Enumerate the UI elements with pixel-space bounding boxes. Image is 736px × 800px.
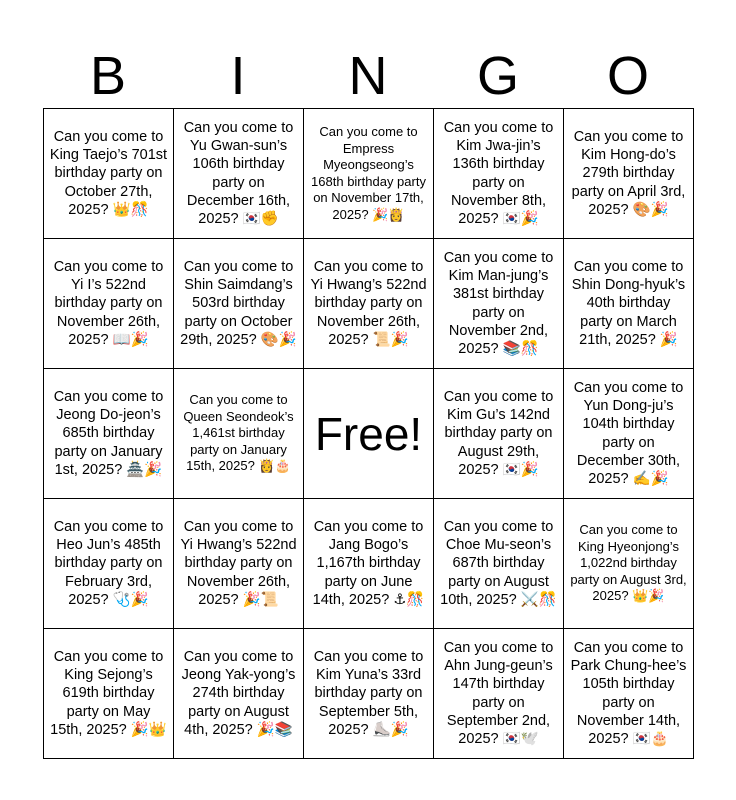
bingo-cell[interactable]: Can you come to King Taejo’s 701st birthday party on October 27th, 2025? 👑🎊 <box>44 109 174 239</box>
bingo-cell[interactable]: Can you come to Park Chung-hee’s 105th birthday party on November 14th, 2025? 🇰🇷🎂 <box>564 629 694 759</box>
bingo-cell[interactable]: Can you come to Yi Hwang’s 522nd birthday party on November 26th, 2025? 📜🎉 <box>304 239 434 369</box>
bingo-cell[interactable]: Can you come to Empress Myeongseong’s 168th birthday party on November 17th, 2025? 🎉👸 <box>304 109 434 239</box>
header-letter-i: I <box>230 46 246 106</box>
bingo-cell[interactable]: Can you come to King Sejong’s 619th birthday party on May 15th, 2025? 🎉👑 <box>44 629 174 759</box>
bingo-cell[interactable]: Can you come to Kim Hong-do’s 279th birthday party on April 3rd, 2025? 🎨🎉 <box>564 109 694 239</box>
header-letter-n: N <box>348 46 388 106</box>
bingo-cell[interactable]: Can you come to Shin Dong-hyuk’s 40th birthday party on March 21th, 2025? 🎉 <box>564 239 694 369</box>
bingo-board <box>43 108 694 759</box>
board-row <box>44 239 694 369</box>
bingo-cell[interactable]: Can you come to King Hyeonjong’s 1,022nd birthday party on August 3rd, 2025? 👑🎉 <box>564 499 694 629</box>
bingo-cell[interactable]: Can you come to Yu Gwan-sun’s 106th birthday party on December 16th, 2025? 🇰🇷✊ <box>174 109 304 239</box>
bingo-cell[interactable]: Can you come to Kim Yuna’s 33rd birthday party on September 5th, 2025? ⛸️🎉 <box>304 629 434 759</box>
bingo-cell[interactable]: Can you come to Shin Saimdang’s 503rd birthday party on October 29th, 2025? 🎨🎉 <box>174 239 304 369</box>
board-row <box>44 109 694 239</box>
bingo-cell[interactable]: Can you come to Jang Bogo’s 1,167th birthday party on June 14th, 2025? ⚓🎊 <box>304 499 434 629</box>
bingo-cell[interactable]: Can you come to Jeong Do-jeon’s 685th birthday party on January 1st, 2025? 🏯🎉 <box>44 369 174 499</box>
board-row <box>44 499 694 629</box>
bingo-cell[interactable]: Can you come to Yi I’s 522nd birthday party on November 26th, 2025? 📖🎉 <box>44 239 174 369</box>
bingo-cell[interactable]: Can you come to Yi Hwang’s 522nd birthday party on November 26th, 2025? 🎉📜 <box>174 499 304 629</box>
bingo-cell[interactable]: Can you come to Choe Mu-seon’s 687th birthday party on August 10th, 2025? ⚔️🎊 <box>434 499 564 629</box>
board-row <box>44 629 694 759</box>
bingo-cell[interactable]: Can you come to Kim Gu’s 142nd birthday party on August 29th, 2025? 🇰🇷🎉 <box>434 369 564 499</box>
bingo-cell[interactable]: Can you come to Yun Dong-ju’s 104th birthday party on December 30th, 2025? ✍️🎉 <box>564 369 694 499</box>
board-row <box>44 369 694 499</box>
bingo-cell[interactable]: Can you come to Kim Man-jung’s 381st birthday party on November 2nd, 2025? 📚🎊 <box>434 239 564 369</box>
bingo-cell[interactable]: Can you come to Queen Seondeok’s 1,461st birthday party on January 15th, 2025? 👸🎂 <box>174 369 304 499</box>
bingo-cell[interactable]: Can you come to Kim Jwa-jin’s 136th birthday party on November 8th, 2025? 🇰🇷🎉 <box>434 109 564 239</box>
header-letter-o: O <box>606 46 649 106</box>
header-letter-b: B <box>89 46 127 106</box>
bingo-cell[interactable]: Can you come to Ahn Jung-geun’s 147th birthday party on September 2nd, 2025? 🇰🇷🕊️ <box>434 629 564 759</box>
bingo-cell[interactable]: Can you come to Heo Jun’s 485th birthday party on February 3rd, 2025? 🩺🎉 <box>44 499 174 629</box>
bingo-cell[interactable]: Can you come to Jeong Yak-yong’s 274th birthday party on August 4th, 2025? 🎉📚 <box>174 629 304 759</box>
header-letter-g: G <box>476 46 519 106</box>
bingo-header <box>43 45 693 107</box>
free-space-cell[interactable]: Free! <box>304 369 434 499</box>
